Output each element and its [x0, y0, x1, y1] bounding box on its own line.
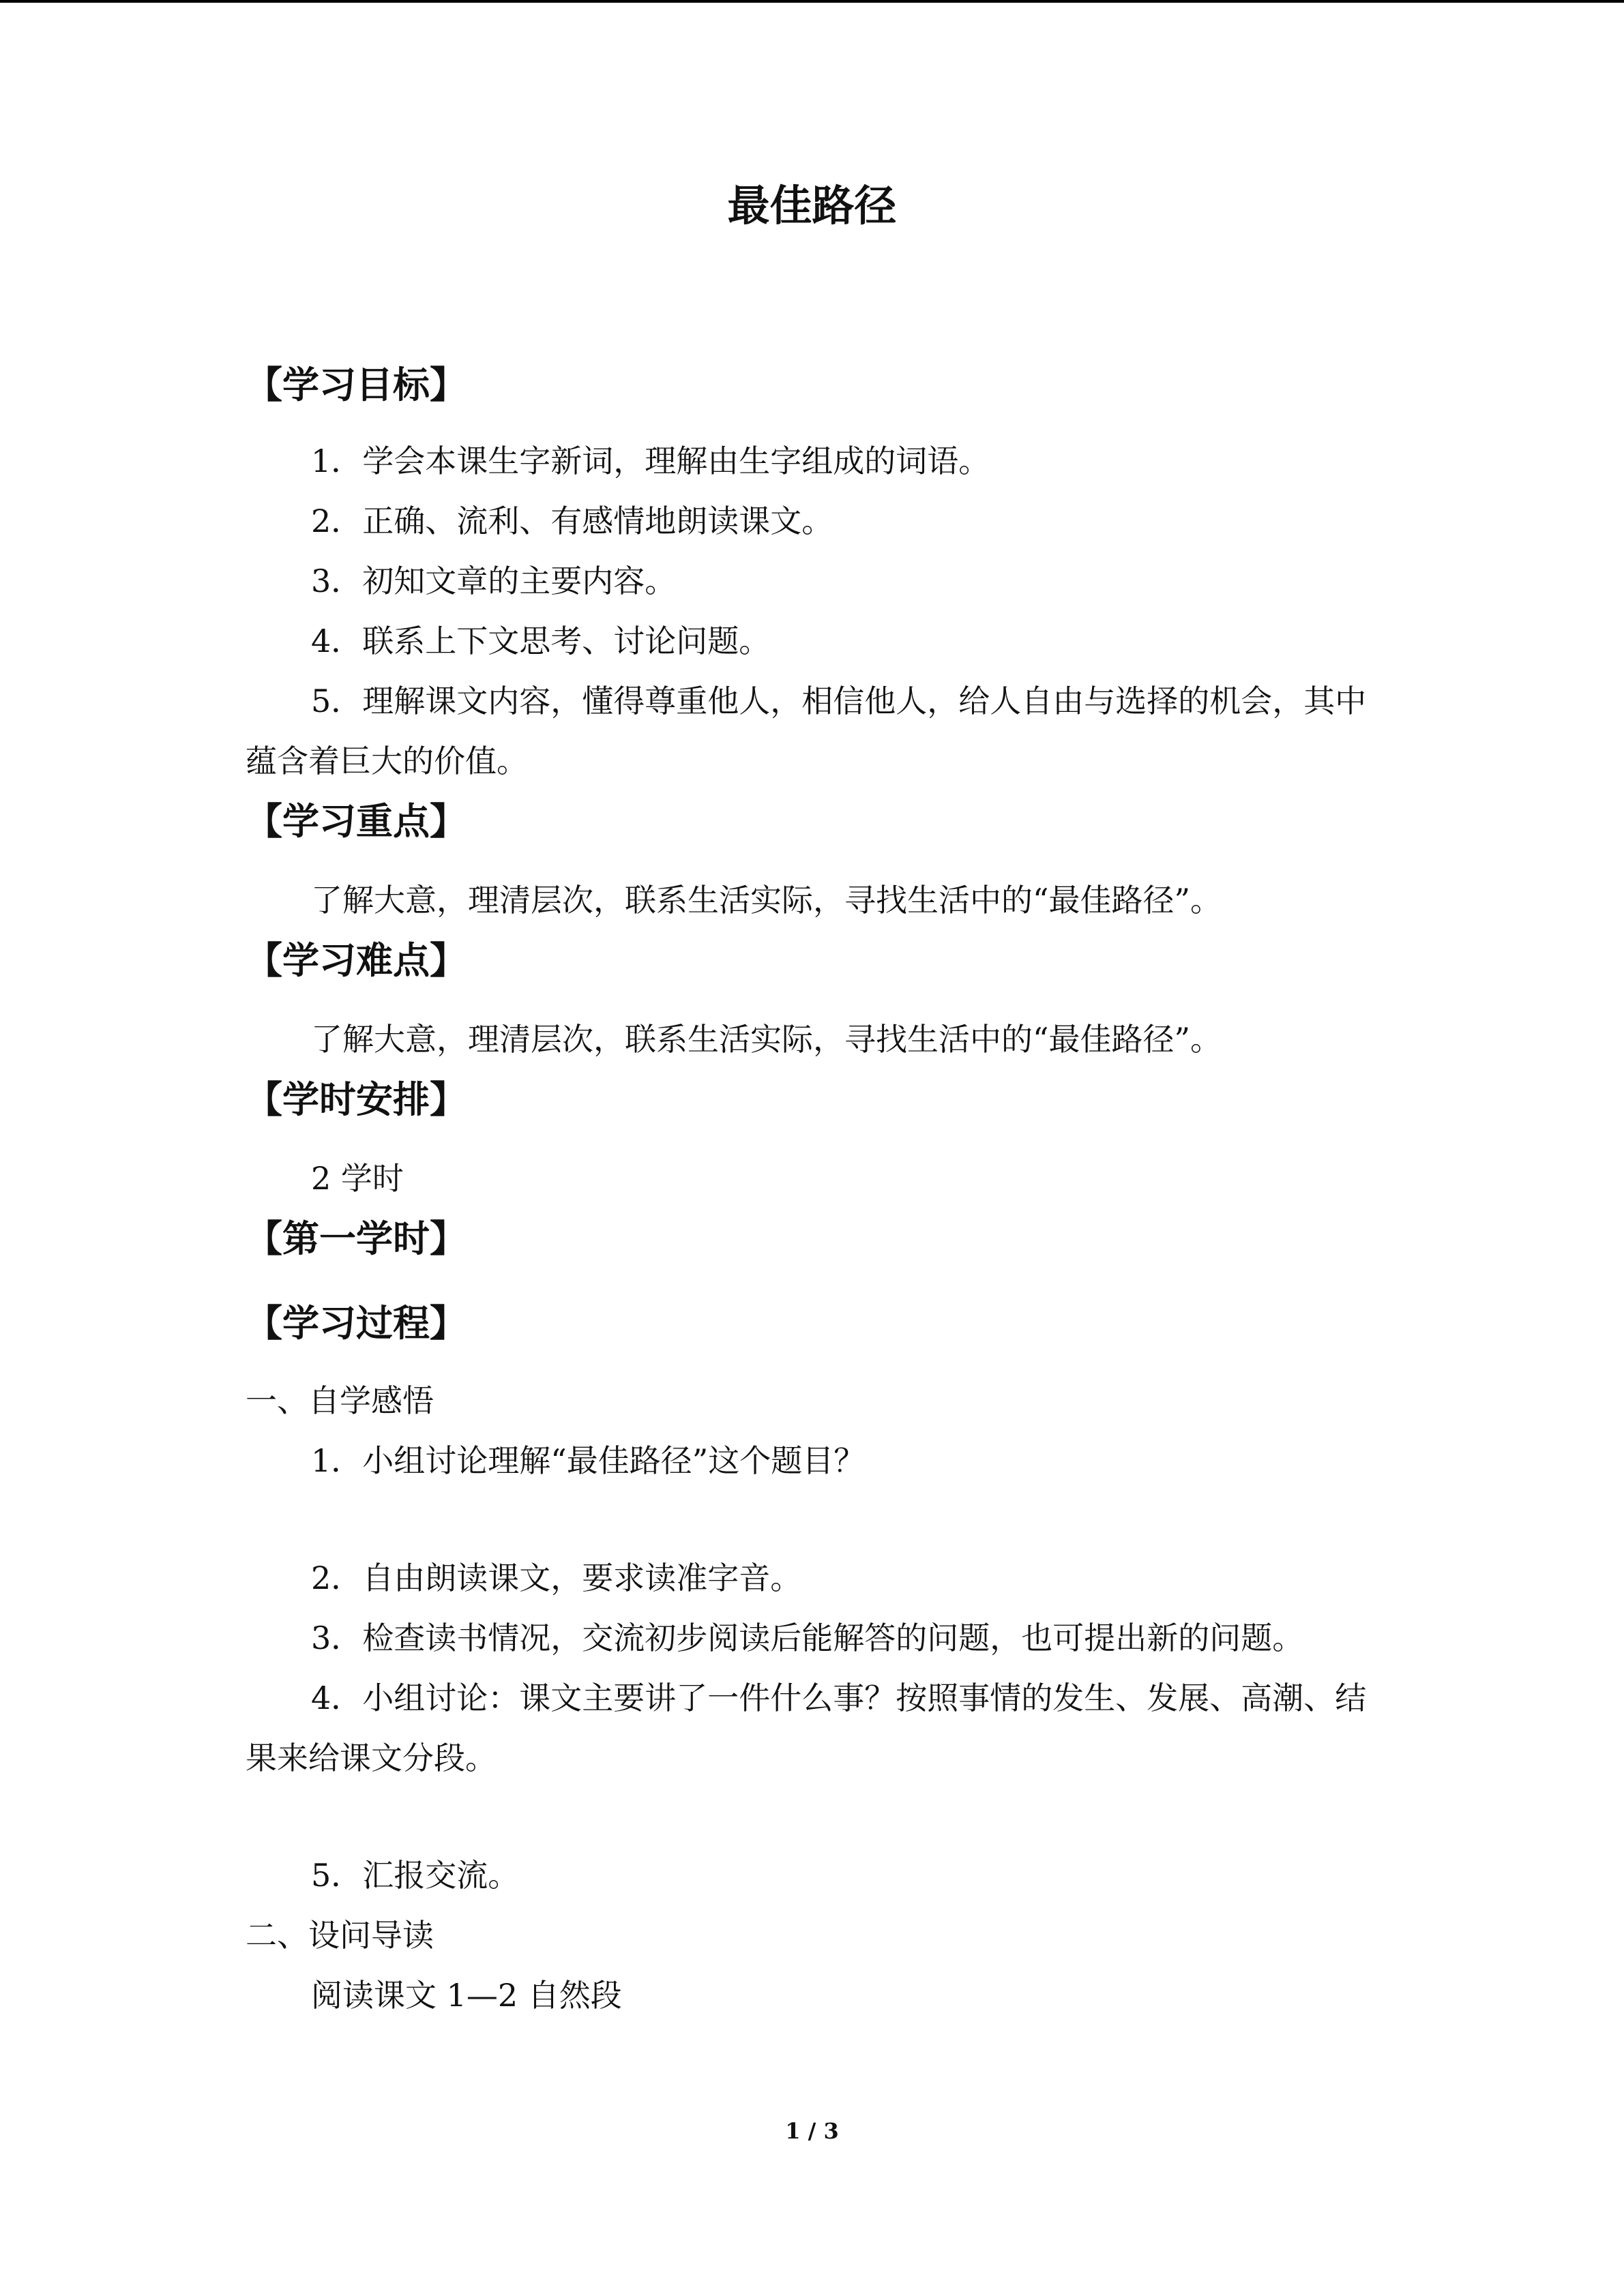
goal-item-1: 1．学会本课生字新词，理解由生字组成的词语。	[311, 443, 990, 479]
focus-text: 了解大意，理清层次，联系生活实际，寻找生活中的“最佳路径”。	[311, 882, 1222, 919]
process-part1-title: 一、自学感悟	[246, 1382, 434, 1419]
schedule-text: 2 学时	[311, 1160, 404, 1197]
document-body	[246, 355, 1378, 2025]
document-title: 最佳路径	[727, 181, 897, 230]
process-item-1: 1．小组讨论理解“最佳路径”这个题目？	[311, 1442, 866, 1479]
answer-space	[246, 1788, 1378, 1845]
goal-item-3: 3．初知文章的主要内容。	[311, 563, 677, 599]
goal-item-4: 4．联系上下文思考、讨论问题。	[311, 623, 771, 659]
answer-space	[246, 1491, 1378, 1548]
heading-learning-difficulty: 【学习难点】	[246, 939, 467, 982]
heading-schedule: 【学时安排】	[246, 1078, 467, 1121]
process-part2-text: 阅读课文 1—2 自然段	[311, 1977, 622, 2014]
heading-learning-goals: 【学习目标】	[246, 363, 467, 406]
process-item-4: 4．小组讨论：课文主要讲了一件什么事？按照事情的发生、发展、高潮、结果来给课文分段。	[246, 1680, 1367, 1776]
process-part2-title: 二、设问导读	[246, 1917, 434, 1954]
difficulty-text: 了解大意，理清层次，联系生活实际，寻找生活中的“最佳路径”。	[311, 1021, 1222, 1058]
heading-learning-focus: 【学习重点】	[246, 800, 467, 843]
heading-first-period: 【第一学时】	[246, 1217, 467, 1260]
process-item-3: 3．检查读书情况，交流初步阅读后能解答的问题，也可提出新的问题。	[311, 1620, 1304, 1656]
goal-item-5: 5．理解课文内容，懂得尊重他人，相信他人，给人自由与选择的机会，其中蕴含着巨大的价值。	[246, 683, 1367, 779]
process-item-2: 2．自由朗读课文，要求读准字音。	[311, 1560, 802, 1596]
page-number: 1 / 3	[785, 2118, 839, 2144]
process-item-5: 5．汇报交流。	[311, 1857, 520, 1894]
heading-learning-process: 【学习过程】	[246, 1302, 467, 1345]
goal-item-2: 2．正确、流利、有感情地朗读课文。	[311, 503, 833, 539]
